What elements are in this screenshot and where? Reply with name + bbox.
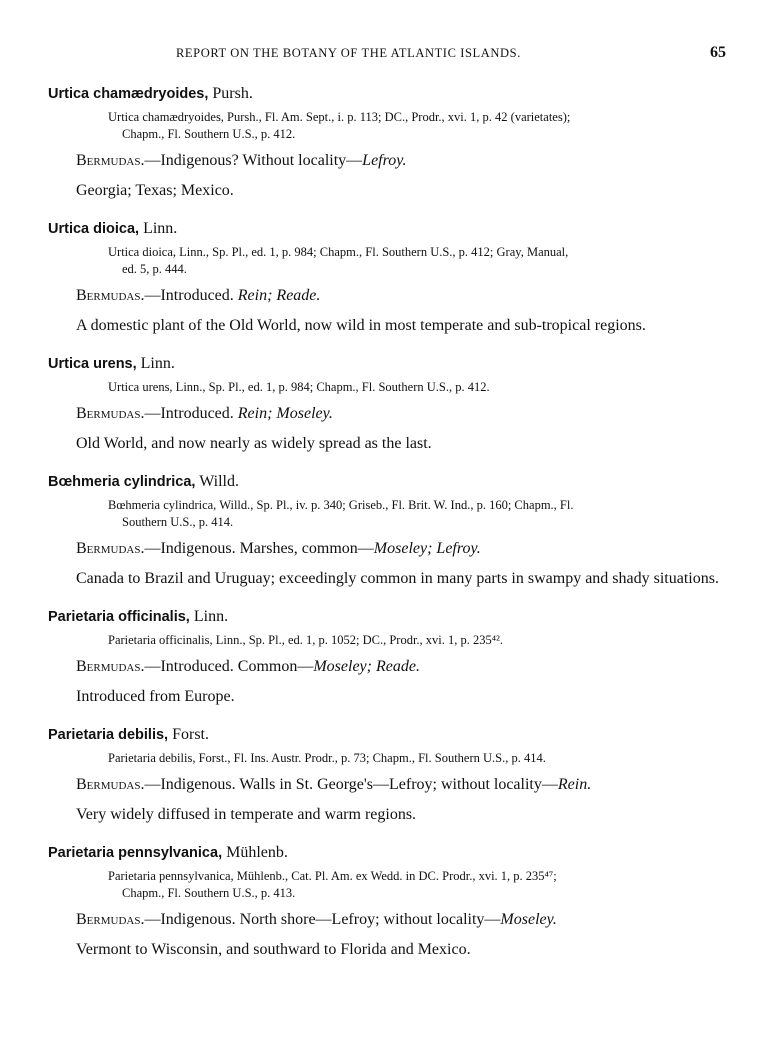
collectors: Rein; Moseley. xyxy=(237,405,333,422)
species-entry xyxy=(48,472,728,590)
species-heading xyxy=(48,725,728,745)
distribution-note xyxy=(76,656,728,677)
species-list xyxy=(48,84,728,978)
reference-line: Parietaria pennsylvanica, Mühlenb., Cat. Pl. Am. ex Wedd. in DC. Prodr., xvi. 1, p. 235⁴⁷; xyxy=(108,869,557,883)
species-references xyxy=(108,497,728,531)
distribution-note xyxy=(76,150,728,171)
region-label: Bermudas. xyxy=(76,152,145,169)
species-heading xyxy=(48,84,728,104)
region-label: Bermudas. xyxy=(76,911,145,928)
species-name: Urtica chamædryoides, xyxy=(48,86,209,102)
species-name: Urtica urens, xyxy=(48,356,137,372)
reference-line: Urtica urens, Linn., Sp. Pl., ed. 1, p. 984; Chapm., Fl. Southern U.S., p. 412. xyxy=(108,380,490,394)
collectors: Lefroy. xyxy=(362,152,407,169)
species-references xyxy=(108,750,728,767)
status-text: —Indigenous? Without locality— xyxy=(144,152,363,169)
range-text: A domestic plant of the Old World, now wild in most temperate and sub-tropical regions. xyxy=(76,317,646,334)
region-label: Bermudas. xyxy=(76,776,145,793)
reference-line: Southern U.S., p. 414. xyxy=(122,515,234,529)
status-text: —Indigenous. Marshes, common— xyxy=(144,540,374,557)
collectors: Moseley; Reade. xyxy=(313,658,420,675)
species-author: Linn. xyxy=(193,608,229,625)
species-author: Forst. xyxy=(172,726,209,743)
species-entry xyxy=(48,607,728,708)
species-heading xyxy=(48,472,728,492)
reference-line: Urtica chamædryoides, Pursh., Fl. Am. Sept., i. p. 113; DC., Prodr., xvi. 1, p. 42 (varietates); xyxy=(108,110,571,124)
range-text: Very widely diffused in temperate and warm regions. xyxy=(76,806,417,823)
species-entry xyxy=(48,219,728,337)
species-references xyxy=(108,632,728,649)
running-head-title: REPORT ON THE BOTANY OF THE ATLANTIC ISLANDS. xyxy=(176,46,521,60)
distribution-note xyxy=(76,403,728,424)
status-text: —Introduced. xyxy=(144,287,238,304)
reference-line: Parietaria debilis, Forst., Fl. Ins. Austr. Prodr., p. 73; Chapm., Fl. Southern U.S., p. 414. xyxy=(108,751,546,765)
status-text: —Introduced. xyxy=(144,405,238,422)
species-references xyxy=(108,244,728,278)
range-text: Vermont to Wisconsin, and southward to Florida and Mexico. xyxy=(76,941,471,958)
species-references xyxy=(108,109,728,143)
reference-line: Bœhmeria cylindrica, Willd., Sp. Pl., iv. p. 340; Griseb., Fl. Brit. W. Ind., p. 160; Chapm., Fl. xyxy=(108,498,574,512)
species-author: Willd. xyxy=(199,473,239,490)
collectors: Rein. xyxy=(557,776,592,793)
region-label: Bermudas. xyxy=(76,540,145,557)
status-text: —Indigenous. Walls in St. George's—Lefroy; without locality— xyxy=(144,776,558,793)
species-author: Linn. xyxy=(140,355,175,372)
species-author: Linn. xyxy=(143,220,178,237)
reference-line: Chapm., Fl. Southern U.S., p. 413. xyxy=(122,886,296,900)
species-heading xyxy=(48,354,728,374)
species-heading xyxy=(48,843,728,863)
species-name: Bœhmeria cylindrica, xyxy=(48,474,196,490)
collectors: Moseley. xyxy=(500,911,557,928)
distribution-note xyxy=(76,285,728,306)
species-name: Urtica dioica, xyxy=(48,221,140,237)
page-number: 65 xyxy=(710,44,726,61)
status-text: —Introduced. Common— xyxy=(144,658,314,675)
collectors: Rein; Reade. xyxy=(237,287,321,304)
range-text: Old World, and now nearly as widely spread as the last. xyxy=(76,435,432,452)
species-author: Mühlenb. xyxy=(226,844,288,861)
distribution-note xyxy=(76,774,728,795)
species-entry xyxy=(48,843,728,961)
region-label: Bermudas. xyxy=(76,405,145,422)
reference-line: Parietaria officinalis, Linn., Sp. Pl., ed. 1, p. 1052; DC., Prodr., xvi. 1, p. 235⁴². xyxy=(108,633,504,647)
species-name: Parietaria debilis, xyxy=(48,727,169,743)
range-text: Georgia; Texas; Mexico. xyxy=(76,182,234,199)
distribution-note xyxy=(76,909,728,930)
species-name: Parietaria pennsylvanica, xyxy=(48,845,223,861)
running-head xyxy=(0,44,776,66)
species-heading xyxy=(48,219,728,239)
reference-line: Chapm., Fl. Southern U.S., p. 412. xyxy=(122,127,296,141)
collectors: Moseley; Lefroy. xyxy=(373,540,481,557)
species-references xyxy=(108,379,728,396)
region-label: Bermudas. xyxy=(76,658,145,675)
status-text: —Indigenous. North shore—Lefroy; without locality— xyxy=(144,911,501,928)
species-entry xyxy=(48,725,728,826)
region-label: Bermudas. xyxy=(76,287,145,304)
species-heading xyxy=(48,607,728,627)
species-references xyxy=(108,868,728,902)
species-author: Pursh. xyxy=(212,85,253,102)
reference-line: ed. 5, p. 444. xyxy=(122,262,187,276)
species-name: Parietaria officinalis, xyxy=(48,609,190,625)
range-text: Canada to Brazil and Uruguay; exceedingly common in many parts in swampy and shady situations. xyxy=(76,570,719,587)
species-entry xyxy=(48,84,728,202)
range-text: Introduced from Europe. xyxy=(76,688,235,705)
reference-line: Urtica dioica, Linn., Sp. Pl., ed. 1, p. 984; Chapm., Fl. Southern U.S., p. 412; Gray, Manual, xyxy=(108,245,569,259)
distribution-note xyxy=(76,538,728,559)
species-entry xyxy=(48,354,728,455)
